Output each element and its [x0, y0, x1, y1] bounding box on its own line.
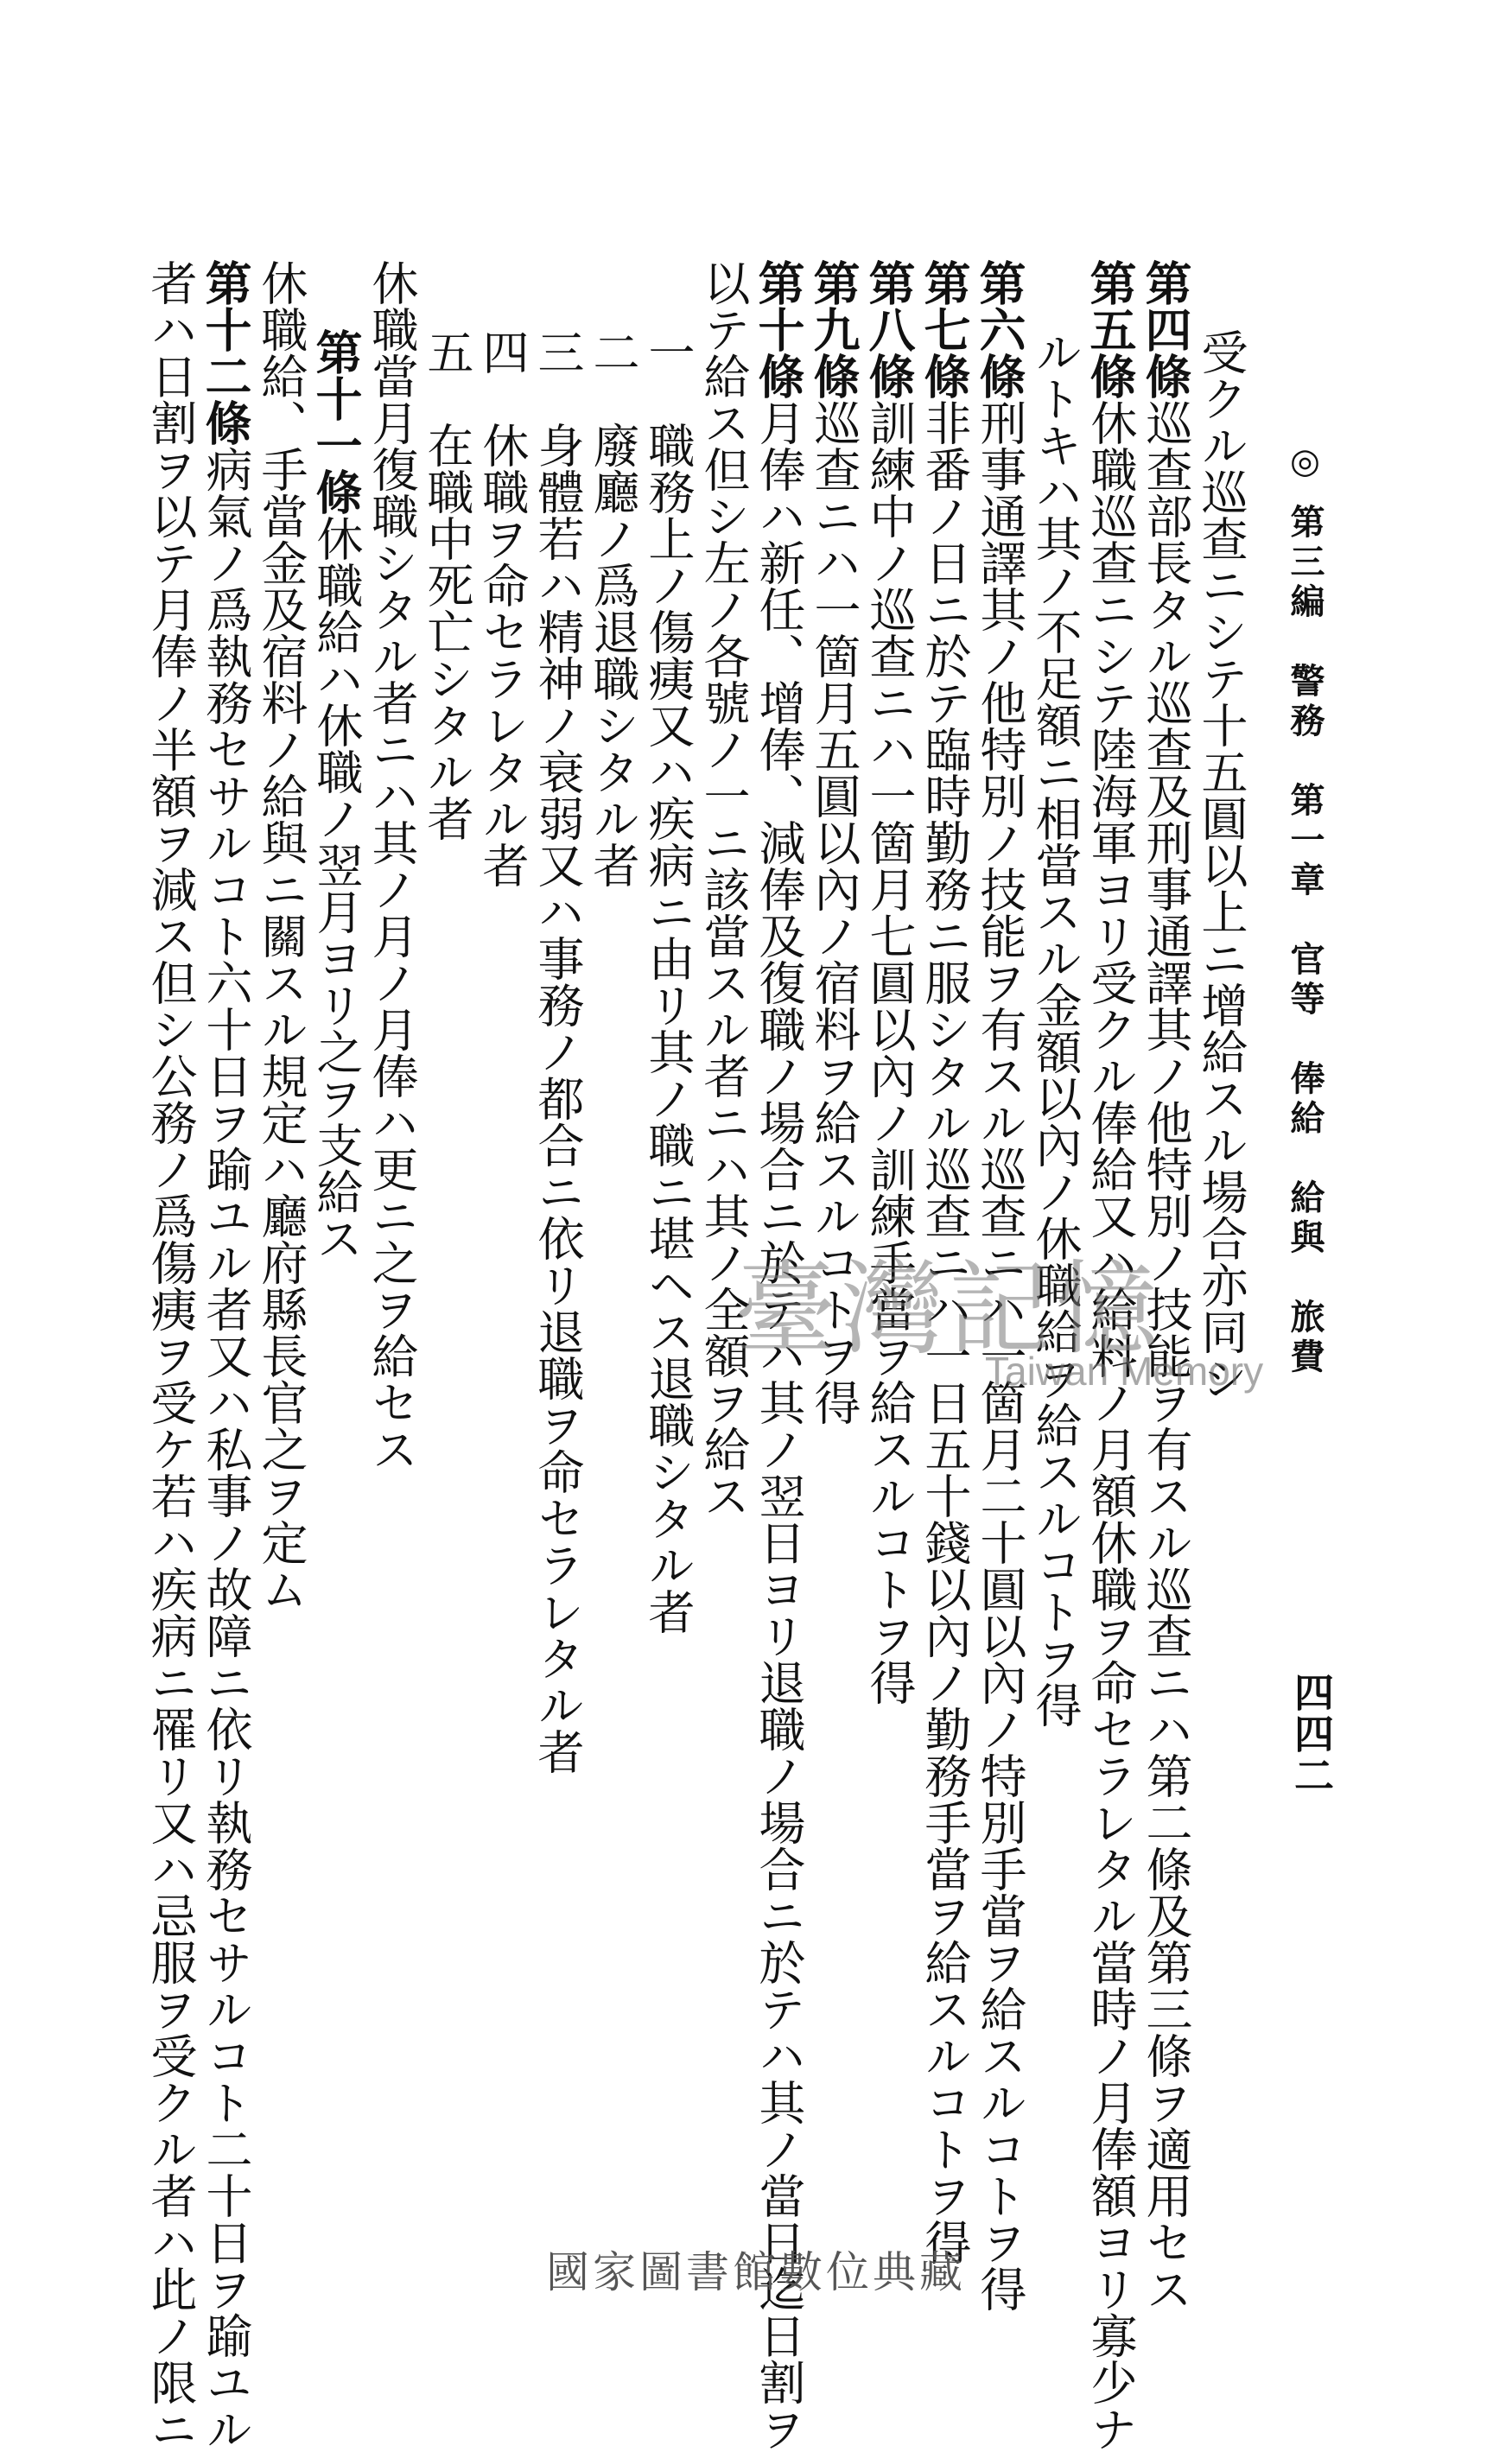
watermark-english-text: Taiwan Memory	[985, 1349, 1264, 1394]
article-number: 第六條	[972, 259, 1027, 399]
text-column: 第十二條病氣ノ爲執務セサルコト六十日ヲ踰ユル者又ハ私事ノ故障ニ依リ執務セサルコト二十日ヲ踰ユル	[198, 259, 253, 2452]
article-number: 第八條	[861, 259, 917, 399]
text-column: 第四條巡查部長タル巡查及刑事通譯其ノ他特別ノ技能ヲ有スル巡查ニハ第二條及第三條ヲ適用セス	[1138, 259, 1193, 2312]
article-number: 第四條	[1138, 259, 1193, 399]
text-column: ルトキハ其ノ不足額ニ相當スル金額以內ノ休職給ヲ給スルコトヲ得	[1028, 328, 1083, 1728]
article-number: 第七條	[917, 259, 972, 399]
text-column: 四 休職ヲ命セラレタル者	[475, 328, 530, 888]
watermark-logo-text: 臺灣記憶	[734, 1249, 1164, 1369]
text-column: 二 廢廳ノ爲退職シタル者	[586, 328, 640, 888]
text-column: 三 身體若ハ精神ノ衰弱又ハ事務ノ都合ニ依リ退職ヲ命セラレタル者	[530, 328, 585, 1775]
text-column: 第九條巡查ニハ一箇月五圓以內ノ宿料ヲ給スルコトヲ得	[806, 259, 861, 1426]
article-number: 第十條	[751, 259, 806, 399]
running-head: ◎ 第三編 警務 第一章 官等 俸給 給與 旅費	[1285, 441, 1325, 1378]
article-number: 第十一條	[308, 328, 364, 515]
text-column: 第八條訓練中ノ巡查ニハ一箇月七圓以內ノ訓練手當ヲ給スルコトヲ得	[861, 259, 917, 1706]
footer-credit: 國家圖書館數位典藏	[546, 2247, 966, 2297]
article-number: 第十二條	[198, 259, 253, 446]
text-column: 第十一條休職給ハ休職ノ翌月ヨリ之ヲ支給ス	[308, 328, 364, 1261]
text-column: 第六條刑事通譯其ノ他特別ノ技能ヲ有スル巡查ニハ一箇月二十圓以內ノ特別手當ヲ給スルコトヲ得	[972, 259, 1027, 2312]
article-number: 第九條	[806, 259, 861, 399]
text-column: 第十條月俸ハ新任、增俸、減俸及復職ノ場合ニ於テハ其ノ翌日ヨリ退職ノ場合ニ於テハ其ノ當日迄日割ヲ	[751, 259, 806, 2452]
text-column: 受クル巡查ニシテ十五圓以上ニ增給スル場合亦同シ	[1194, 328, 1248, 1401]
text-column: 第七條非番ノ日ニ於テ臨時勤務ニ服シタル巡查ニハ一日五十錢以內ノ勤務手當ヲ給スルコトヲ得	[917, 259, 972, 2265]
text-column: 一 職務上ノ傷痍又ハ疾病ニ由リ其ノ職ニ堪ヘス退職シタル者	[641, 328, 696, 1635]
text-column: 第五條休職巡查ニシテ陸海軍ヨリ受クル俸給又ハ給料ノ月額休職ヲ命セラレタル當時ノ月俸額ヨリ寡少ナ	[1083, 259, 1138, 2452]
page-number: 四四二	[1288, 1672, 1335, 1796]
text-column: 以テ給ス但シ左ノ各號ノ一ニ該當スル者ニハ其ノ全額ヲ給ス	[696, 259, 751, 1519]
article-number: 第五條	[1083, 259, 1138, 399]
text-column: 休職給、手當金及宿料ノ給與ニ關スル規定ハ廳府縣長官之ヲ定ム	[254, 259, 308, 1612]
text-column: 休職當月復職シタル者ニハ其ノ月ノ月俸ハ更ニ之ヲ給セス	[365, 259, 419, 1472]
text-column: 五 在職中死亡シタル者	[420, 328, 474, 842]
text-column: 者ハ日割ヲ以テ月俸ノ半額ヲ減ス但シ公務ノ爲傷痍ヲ受ケ若ハ疾病ニ罹リ又ハ忌服ヲ受クル者ハ此ノ限ニ	[143, 259, 198, 2452]
